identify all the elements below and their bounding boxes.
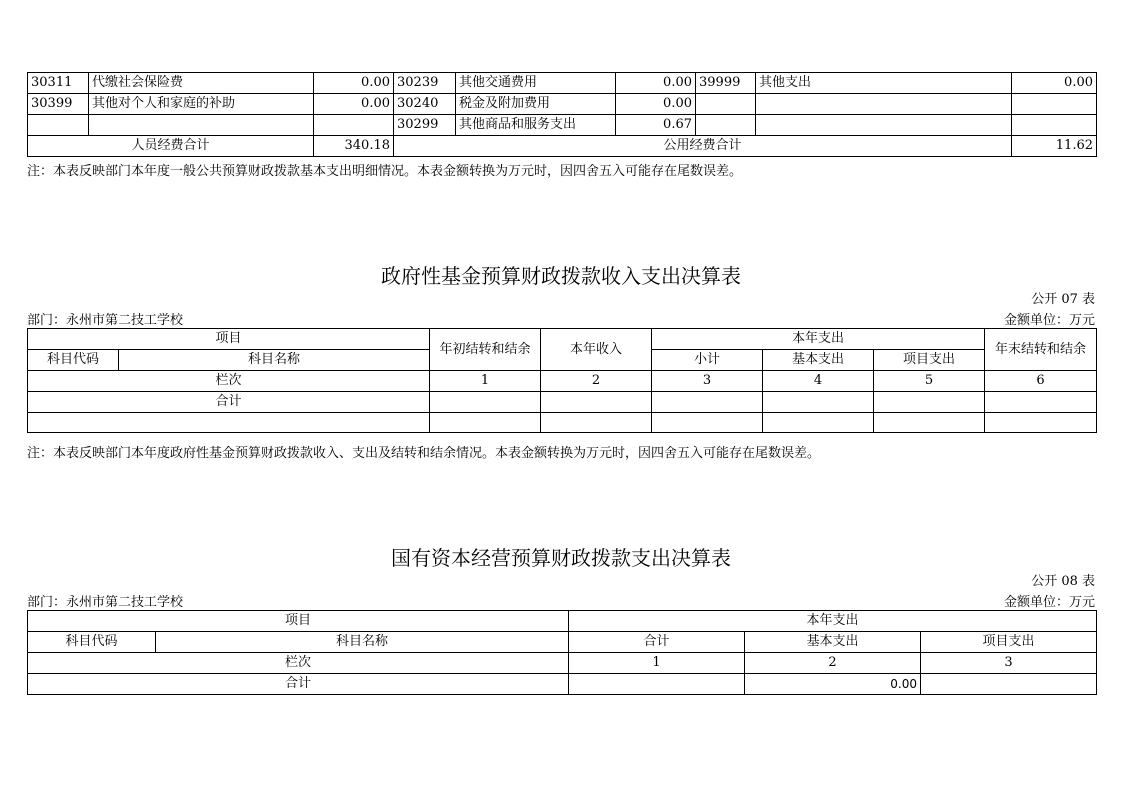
col-number: 5 <box>874 371 985 392</box>
table-cell <box>28 413 430 433</box>
total-basic-value: 0.00 <box>745 674 921 695</box>
table-row <box>28 115 1097 136</box>
table-cell <box>541 392 652 413</box>
header-basic: 基本支出 <box>745 632 921 653</box>
state-capital-table <box>27 610 1097 695</box>
col-number: 3 <box>652 371 763 392</box>
table-row <box>28 94 1097 115</box>
table-row-column-index <box>28 371 1097 392</box>
personnel-total-value: 340.18 <box>314 136 394 157</box>
header-project: 项目 <box>28 611 569 632</box>
table-cell: 0.00 <box>1012 73 1097 94</box>
table-cell <box>985 392 1097 413</box>
col-number: 4 <box>763 371 874 392</box>
table-cell: 0.00 <box>314 94 394 115</box>
table-cell <box>921 674 1097 695</box>
table08-number: 公开 08 表 <box>1031 574 1095 589</box>
table-cell: 0.00 <box>314 73 394 94</box>
table-row <box>28 73 1097 94</box>
header-income: 本年收入 <box>541 329 652 371</box>
row-total-label: 合计 <box>28 392 430 413</box>
table-header-row <box>28 329 1097 350</box>
public-total-value: 11.62 <box>1012 136 1097 157</box>
table-cell: 其他对个人和家庭的补助 <box>89 94 314 115</box>
table-cell <box>652 392 763 413</box>
header-project: 项目 <box>28 329 430 350</box>
row-total-label: 合计 <box>28 674 569 695</box>
header-proj: 项目支出 <box>921 632 1097 653</box>
table-row <box>28 413 1097 433</box>
table08-title: 国有资本经营预算财政拨款支出决算表 <box>391 546 731 570</box>
table06-note: 注：本表反映部门本年度一般公共预算财政拨款基本支出明细情况。本表金额转换为万元时，因四舍五入可能存在尾数误差。 <box>27 164 743 179</box>
table-header-row <box>28 632 1097 653</box>
table08-unit: 金额单位：万元 <box>1003 595 1095 610</box>
table-cell: 30239 <box>394 73 456 94</box>
table-row-totals <box>28 136 1097 157</box>
table-cell: 其他支出 <box>756 73 1012 94</box>
table-row-total <box>28 392 1097 413</box>
table-cell <box>1012 115 1097 136</box>
table08-department: 部门：永州市第二技工学校 <box>27 595 184 610</box>
table-cell <box>696 94 756 115</box>
col-number: 3 <box>921 653 1097 674</box>
table-cell <box>28 115 89 136</box>
table-cell <box>985 413 1097 433</box>
table-row-total <box>28 674 1097 695</box>
table-cell: 30240 <box>394 94 456 115</box>
header-name: 科目名称 <box>156 632 569 653</box>
header-begin-balance: 年初结转和结余 <box>430 329 541 371</box>
table-cell: 代缴社会保险费 <box>89 73 314 94</box>
header-expense: 本年支出 <box>652 329 985 350</box>
col-number: 2 <box>541 371 652 392</box>
row-col-label: 栏次 <box>28 653 569 674</box>
header-subtotal: 小计 <box>652 350 763 371</box>
table-cell: 30311 <box>28 73 89 94</box>
header-code: 科目代码 <box>28 350 119 371</box>
gov-fund-table <box>27 328 1097 433</box>
header-proj: 项目支出 <box>874 350 985 371</box>
header-basic: 基本支出 <box>763 350 874 371</box>
table-row-column-index <box>28 653 1097 674</box>
table07-unit: 金额单位：万元 <box>1003 313 1095 328</box>
table-cell <box>756 115 1012 136</box>
table-cell <box>874 413 985 433</box>
table-cell <box>89 115 314 136</box>
table-cell <box>763 413 874 433</box>
col-number: 1 <box>430 371 541 392</box>
table-cell <box>541 413 652 433</box>
col-number: 6 <box>985 371 1097 392</box>
table-header-row <box>28 611 1097 632</box>
table-cell: 0.00 <box>616 94 696 115</box>
table-cell <box>696 115 756 136</box>
table07-note: 注：本表反映部门本年度政府性基金预算财政拨款收入、支出及结转和结余情况。本表金额转换为万元时，因四舍五入可能存在尾数误差。 <box>27 446 821 461</box>
row-col-label: 栏次 <box>28 371 430 392</box>
table-cell: 其他商品和服务支出 <box>456 115 616 136</box>
table-cell: 30399 <box>28 94 89 115</box>
col-number: 2 <box>745 653 921 674</box>
table07-number: 公开 07 表 <box>1031 292 1095 307</box>
header-expense: 本年支出 <box>569 611 1097 632</box>
table-cell <box>756 94 1012 115</box>
table-cell <box>874 392 985 413</box>
table-cell <box>1012 94 1097 115</box>
header-name: 科目名称 <box>119 350 430 371</box>
table-cell: 30299 <box>394 115 456 136</box>
header-code: 科目代码 <box>28 632 156 653</box>
table-cell <box>569 674 745 695</box>
header-end-balance: 年末结转和结余 <box>985 329 1097 371</box>
table-cell: 0.00 <box>616 73 696 94</box>
table07-title: 政府性基金预算财政拨款收入支出决算表 <box>381 264 741 288</box>
table-cell: 其他交通费用 <box>456 73 616 94</box>
header-total: 合计 <box>569 632 745 653</box>
table-cell <box>430 392 541 413</box>
personnel-total-label: 人员经费合计 <box>28 136 314 157</box>
table-cell: 税金及附加费用 <box>456 94 616 115</box>
table-cell <box>652 413 763 433</box>
col-number: 1 <box>569 653 745 674</box>
public-total-label: 公用经费合计 <box>394 136 1012 157</box>
table-cell: 39999 <box>696 73 756 94</box>
table07-department: 部门：永州市第二技工学校 <box>27 313 184 328</box>
table-cell: 0.67 <box>616 115 696 136</box>
table-cell <box>430 413 541 433</box>
basic-expense-detail-table <box>27 72 1097 157</box>
table-cell <box>763 392 874 413</box>
table-cell <box>314 115 394 136</box>
